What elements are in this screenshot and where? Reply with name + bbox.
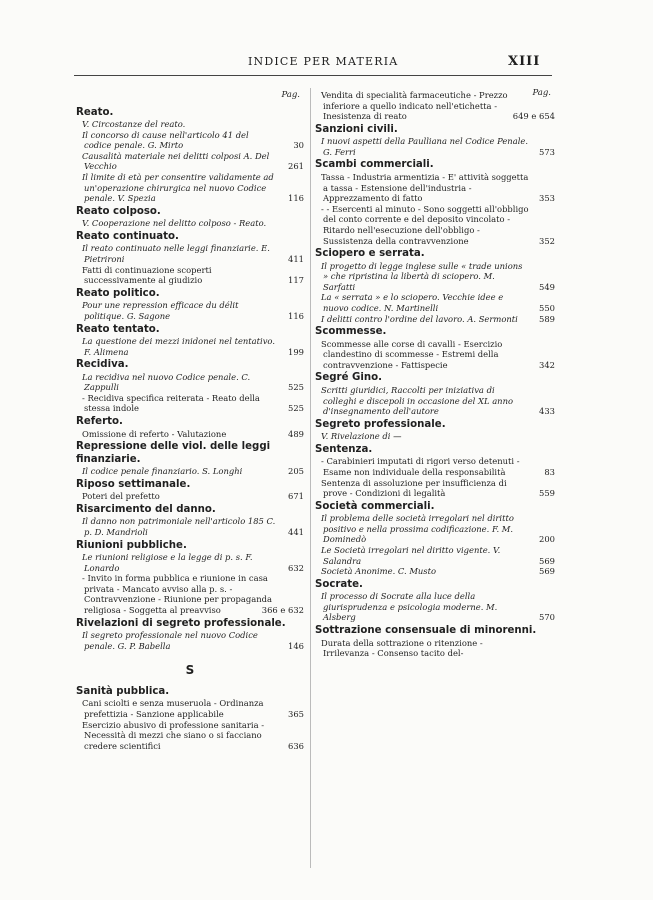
index-entry xyxy=(76,300,304,321)
entry-text: Il concorso di cause nell'articolo 41 del codice penale. G. Mirto xyxy=(82,129,249,151)
entry-text: Il danno non patrimoniale nell'articolo 185 C. p. D. Mandrioli xyxy=(82,516,276,537)
index-entry xyxy=(76,243,304,264)
page-number: XIII xyxy=(508,54,541,69)
entry-page: 116 xyxy=(288,193,304,204)
entry-page: 83 xyxy=(544,466,555,477)
index-heading: Scommesse. xyxy=(315,326,387,338)
entry-page: 649 e 654 xyxy=(512,111,555,122)
entry-page: 525 xyxy=(288,403,304,414)
index-entry xyxy=(315,90,555,122)
entry-page: 589 xyxy=(539,313,555,324)
index-entry xyxy=(76,130,304,151)
entry-page: 433 xyxy=(539,406,555,417)
entry-text: Le Società irregolari nel diritto vigente. V. Salandra xyxy=(321,545,501,566)
entry-text: Il reato continuato nelle leggi finanziarie. E. Pietrironi xyxy=(82,243,270,265)
entry-page: 569 xyxy=(539,555,555,566)
entry-text: Il limite di età per consentire validamente ad un'operazione chirurgica nel nuovo Codice penale. V. Spezia xyxy=(82,172,274,204)
entry-page: 559 xyxy=(539,488,555,499)
entry-text: Sentenza di assoluzione per insufficienza di prove - Condizioni di legalità xyxy=(321,477,507,499)
index-entry xyxy=(76,265,304,286)
index-heading: Società commerciali. xyxy=(315,500,435,512)
entry-text: I delitti contro l'ordine del lavoro. A. Sermonti xyxy=(321,313,518,324)
index-heading: Reato tentato. xyxy=(76,323,160,335)
index-heading: Risarcimento del danno. xyxy=(76,503,216,515)
entry-page: 632 xyxy=(288,562,304,573)
entry-page: 365 xyxy=(288,708,304,719)
entry-text: Poteri del prefetto xyxy=(82,491,160,502)
entry-text: Tassa - Industria armentizia - E' attività soggetta a tassa - Estensione dell'industria - Apprezzamento di fatto xyxy=(321,171,529,204)
entry-text: Causalità materiale nei delitti colposi A. Del Vecchio xyxy=(82,150,270,172)
index-heading: Sanità pubblica. xyxy=(76,685,170,697)
index-entry xyxy=(315,136,555,157)
index-heading: Segré Gino. xyxy=(315,372,382,384)
index-entry xyxy=(76,336,304,357)
index-entry xyxy=(315,431,555,442)
index-entry xyxy=(76,516,304,537)
index-entry xyxy=(76,151,304,172)
index-heading: Referto. xyxy=(76,416,123,428)
entry-text: Esercizio abusivo di professione sanitaria - Necessità di mezzi che siano o si facciano credere scientifici xyxy=(82,719,265,751)
header-rule xyxy=(74,75,552,76)
index-entry xyxy=(315,545,555,566)
entry-page: 441 xyxy=(288,526,304,537)
entry-page: 146 xyxy=(288,640,304,651)
entry-page: 671 xyxy=(288,491,304,502)
index-heading: Reato colposo. xyxy=(76,205,161,217)
entry-text: - Recidiva specifica reiterata - Reato della stessa indole xyxy=(82,392,260,414)
entry-text: Il progetto di legge inglese sulle « trade unions » che ripristina la libertà di sciopero. M. Sarfatti xyxy=(321,260,523,292)
index-entry xyxy=(315,204,555,246)
index-entry xyxy=(76,218,304,229)
entry-page: 550 xyxy=(539,303,555,313)
entry-text: Società Anonime. C. Musto xyxy=(321,566,437,577)
entry-page: 200 xyxy=(539,534,555,545)
entry-page: 342 xyxy=(539,359,555,370)
entry-text: - - Esercenti al minuto - Sono soggetti all'obbligo del conto corrente e del deposito vincolato - Ritardo nell'esecuzione dell'obbligo - Sussistenza della contravvenzione xyxy=(321,203,529,246)
entry-text: Il processo di Socrate alla luce della giurisprudenza e psicologia moderne. M. Alsberg xyxy=(321,591,498,623)
entry-page: 199 xyxy=(288,346,304,357)
index-entry xyxy=(315,172,555,204)
index-heading: Socrate. xyxy=(315,578,363,590)
index-entry xyxy=(76,119,304,130)
entry-text: Cani sciolti e senza museruola - Ordinanza prefettizia - Sanzione applicabile xyxy=(82,698,264,719)
index-entry xyxy=(76,372,304,393)
index-entry xyxy=(315,385,555,417)
index-heading: Riposo settimanale. xyxy=(76,478,191,490)
entry-page: 117 xyxy=(288,275,304,286)
entry-text: Il segreto professionale nel nuovo Codice penale. G. P. Babella xyxy=(82,630,258,651)
index-entry xyxy=(315,513,555,545)
entry-page: 30 xyxy=(293,140,304,151)
entry-text: La recidiva nel nuovo Codice penale. C. Zappulli xyxy=(82,371,251,393)
entry-page: 549 xyxy=(539,281,555,292)
entry-text: Il codice penale finanziario. S. Longhi xyxy=(82,466,243,477)
entry-text: Fatti di continuazione scoperti successivamente al giudizio xyxy=(82,264,212,286)
entry-page: 366 e 632 xyxy=(261,605,304,615)
pag-label: Pag. xyxy=(281,90,300,100)
index-entry xyxy=(315,261,555,293)
index-entry xyxy=(76,698,304,719)
index-entry xyxy=(315,339,555,371)
index-heading: Scambi commerciali. xyxy=(315,159,434,171)
entry-text: - Carabinieri imputati di rigori verso detenuti - Esame non individuale della responsabilità xyxy=(321,456,520,477)
index-entry xyxy=(315,638,555,659)
running-head xyxy=(0,55,653,71)
entry-text: I nuovi aspetti della Paulliana nel Codice Penale. G. Ferri xyxy=(321,136,528,157)
index-entry xyxy=(315,478,555,499)
index-heading: Sciopero e serrata. xyxy=(315,248,425,260)
index-entry xyxy=(76,491,304,502)
pag-label-right: Pag. xyxy=(532,88,551,98)
index-entry xyxy=(315,566,555,577)
entry-page: 636 xyxy=(288,740,304,751)
index-heading: Riunioni pubbliche. xyxy=(76,539,187,551)
entry-page: 205 xyxy=(288,466,304,477)
index-entry xyxy=(315,591,555,623)
entry-page: 261 xyxy=(288,161,304,172)
entry-text: Vendita di specialità farmaceutiche - Prezzo inferiore a quello indicato nell'etichetta - Inesistenza di reato xyxy=(321,90,508,122)
section-letter: S xyxy=(185,663,195,678)
entry-page: 570 xyxy=(539,612,555,623)
entry-text: - Invito in forma pubblica e riunione in casa privata - Mancato avviso alla p. s. - Contravvenzione - Riunione per propaganda religiosa - Soggetta al preavviso xyxy=(82,573,273,615)
index-heading: Repressione delle viol. delle leggi finanziarie. xyxy=(76,441,271,465)
index-column-left xyxy=(76,90,304,751)
index-heading: Segreto professionale. xyxy=(315,418,446,430)
entry-page: 411 xyxy=(288,254,304,265)
entry-text: V. Rivelazione di — xyxy=(321,431,402,442)
index-heading: Reato continuato. xyxy=(76,230,179,242)
index-heading: Recidiva. xyxy=(76,359,129,371)
entry-page: 525 xyxy=(288,382,304,393)
index-heading: Reato politico. xyxy=(76,287,160,299)
index-entry xyxy=(76,393,304,414)
index-list-left xyxy=(76,107,304,752)
index-entry xyxy=(76,172,304,204)
entry-page: 569 xyxy=(539,566,555,577)
index-entry xyxy=(76,466,304,477)
index-entry xyxy=(76,552,304,573)
index-column-right xyxy=(315,90,555,659)
entry-text: V. Cooperazione nel delitto colposo - Reato. xyxy=(82,218,267,229)
index-entry xyxy=(76,573,304,615)
index-heading: Sottrazione consensuale di minorenni. xyxy=(315,625,537,637)
entry-text: Durata della sottrazione o ritenzione - Irrilevanza - Consenso tacito del- xyxy=(321,637,483,659)
index-heading: Sanzioni civili. xyxy=(315,123,398,135)
index-entry xyxy=(76,630,304,651)
entry-text: Scommesse alle corse di cavalli - Esercizio clandestino di scommesse - Estremi della contravvenzione - Fattispecie xyxy=(321,338,503,370)
entry-text: Scritti giuridici, Raccolti per iniziativa di colleghi e discepoli in occasione del XL anno d'insegnamento dell'autore xyxy=(321,384,514,417)
entry-text: La questione dei mezzi inidonei nel tentativo. F. Alimena xyxy=(82,336,275,357)
entry-page: 489 xyxy=(288,428,304,439)
entry-text: Le riunioni religiose e la legge di p. s. F. Lonardo xyxy=(82,552,253,573)
index-heading: Sentenza. xyxy=(315,443,373,455)
index-heading: Reato. xyxy=(76,106,114,118)
index-entry xyxy=(76,429,304,440)
column-divider xyxy=(310,88,311,868)
entry-page: 352 xyxy=(539,235,555,246)
index-entry xyxy=(76,720,304,752)
index-entry xyxy=(315,456,555,477)
entry-text: Pour une repression efficace du délit politique. G. Sagone xyxy=(82,300,239,321)
index-list-right xyxy=(315,90,555,659)
entry-page: 573 xyxy=(539,146,555,157)
entry-text: Il problema delle società irregolari nel diritto positivo e nella prossima codificazione. F. M. Dominedò xyxy=(321,513,514,545)
index-entry xyxy=(315,314,555,325)
entry-text: Omissione di referto - Valutazione xyxy=(82,428,227,439)
running-head-title: INDICE PER MATERIA xyxy=(248,55,399,68)
index-heading: Rivelazioni di segreto professionale. xyxy=(76,617,286,629)
entry-text: V. Circostanze del reato. xyxy=(82,119,186,130)
entry-text: La « serrata » e lo sciopero. Vecchie idee e nuovo codice. N. Martinelli xyxy=(321,292,504,313)
index-entry xyxy=(315,292,555,313)
entry-page: 116 xyxy=(288,310,304,321)
entry-page: 353 xyxy=(539,193,555,204)
